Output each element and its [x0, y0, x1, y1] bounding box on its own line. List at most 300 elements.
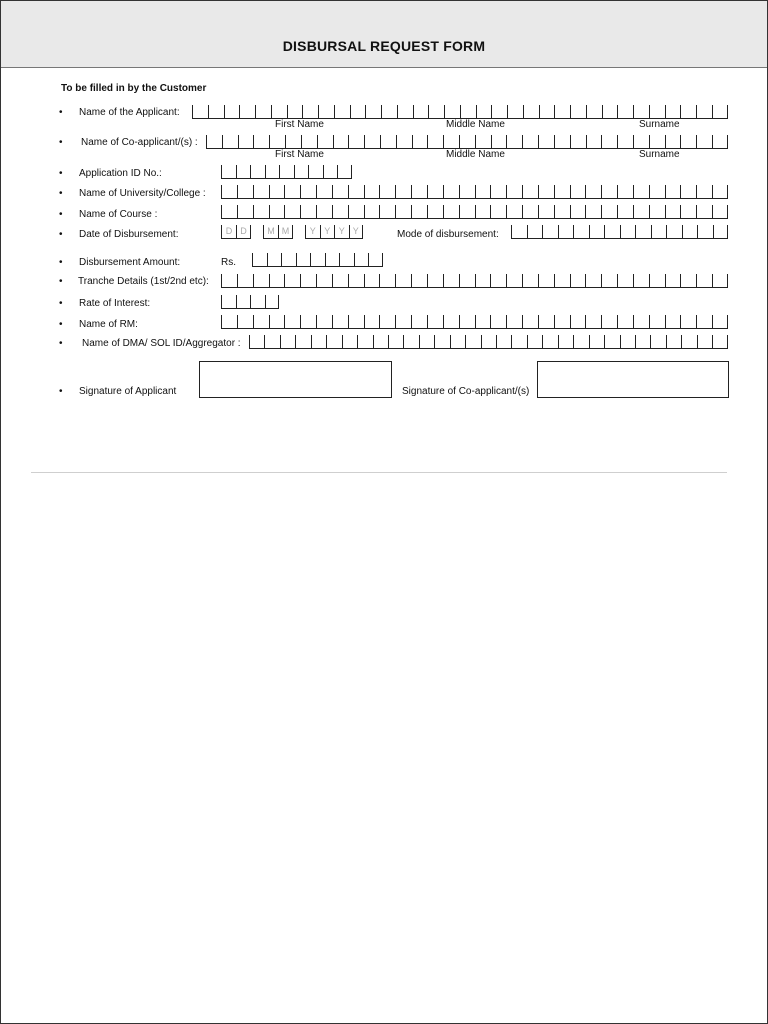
- char-cell[interactable]: [511, 335, 526, 348]
- char-cell[interactable]: [506, 274, 522, 287]
- char-cell[interactable]: [264, 335, 279, 348]
- char-cell[interactable]: [333, 135, 349, 148]
- applicant-name-field[interactable]: [192, 105, 728, 119]
- char-cell[interactable]: [570, 135, 586, 148]
- rm-name-field[interactable]: [221, 315, 728, 329]
- char-cell[interactable]: [255, 105, 271, 118]
- char-cell[interactable]: [443, 135, 459, 148]
- char-cell[interactable]: [558, 335, 573, 348]
- char-cell[interactable]: [680, 185, 696, 198]
- char-cell[interactable]: [316, 205, 332, 218]
- char-cell[interactable]: [269, 205, 285, 218]
- char-cell[interactable]: [650, 335, 665, 348]
- char-cell[interactable]: [465, 335, 480, 348]
- char-cell[interactable]: [221, 165, 236, 178]
- char-cell[interactable]: [665, 135, 681, 148]
- char-cell[interactable]: [221, 274, 237, 287]
- char-cell[interactable]: [348, 205, 364, 218]
- char-cell[interactable]: [604, 335, 619, 348]
- char-cell[interactable]: [491, 135, 507, 148]
- char-cell[interactable]: [236, 165, 251, 178]
- date-month-cell[interactable]: M: [278, 225, 293, 238]
- char-cell[interactable]: [538, 315, 554, 328]
- char-cell[interactable]: [326, 335, 341, 348]
- char-cell[interactable]: [635, 225, 651, 238]
- char-cell[interactable]: [459, 274, 475, 287]
- char-cell[interactable]: [237, 274, 253, 287]
- bullet: •: [59, 276, 63, 287]
- char-cell[interactable]: [570, 315, 586, 328]
- application-id-field[interactable]: [221, 165, 352, 179]
- char-cell[interactable]: [665, 185, 681, 198]
- char-cell[interactable]: [252, 253, 267, 266]
- char-cell[interactable]: [311, 335, 326, 348]
- char-cell[interactable]: [696, 315, 712, 328]
- char-cell[interactable]: [475, 185, 491, 198]
- char-cell[interactable]: [318, 105, 334, 118]
- char-cell[interactable]: [665, 274, 681, 287]
- char-cell[interactable]: [573, 335, 588, 348]
- char-cell[interactable]: [428, 105, 444, 118]
- char-cell[interactable]: [649, 105, 665, 118]
- char-cell[interactable]: [649, 205, 665, 218]
- char-cell[interactable]: [434, 335, 449, 348]
- char-cell[interactable]: [342, 335, 357, 348]
- char-cell[interactable]: [476, 105, 492, 118]
- application-id-label: Application ID No.:: [79, 168, 162, 179]
- char-cell[interactable]: [490, 205, 506, 218]
- char-cell[interactable]: [697, 225, 713, 238]
- bullet: •: [59, 168, 63, 179]
- char-cell[interactable]: [279, 165, 294, 178]
- char-cell[interactable]: [620, 335, 635, 348]
- char-cell[interactable]: [364, 315, 380, 328]
- date-year-cell[interactable]: Y: [334, 225, 349, 238]
- char-cell[interactable]: [411, 274, 427, 287]
- char-cell[interactable]: [506, 135, 522, 148]
- char-cell[interactable]: [443, 185, 459, 198]
- char-cell[interactable]: [250, 165, 265, 178]
- char-cell[interactable]: [585, 205, 601, 218]
- char-cell[interactable]: [368, 253, 383, 266]
- char-cell[interactable]: [601, 185, 617, 198]
- char-cell[interactable]: [511, 225, 527, 238]
- char-cell[interactable]: [475, 315, 491, 328]
- char-cell[interactable]: [237, 315, 253, 328]
- section-divider: [31, 472, 727, 473]
- char-cell[interactable]: [459, 205, 475, 218]
- char-cell[interactable]: [601, 315, 617, 328]
- char-cell[interactable]: [601, 205, 617, 218]
- date-day-cell[interactable]: D: [221, 225, 236, 238]
- char-cell[interactable]: [364, 185, 380, 198]
- char-cell[interactable]: [250, 295, 265, 308]
- char-cell[interactable]: [348, 315, 364, 328]
- char-cell[interactable]: [450, 335, 465, 348]
- tranche-details-label: Tranche Details (1st/2nd etc):: [78, 276, 209, 287]
- char-cell[interactable]: [633, 205, 649, 218]
- char-cell[interactable]: [681, 335, 696, 348]
- char-cell[interactable]: [237, 205, 253, 218]
- char-cell[interactable]: [412, 135, 428, 148]
- char-cell[interactable]: [475, 205, 491, 218]
- char-cell[interactable]: [206, 135, 222, 148]
- char-cell[interactable]: [617, 105, 633, 118]
- char-cell[interactable]: [665, 315, 681, 328]
- char-cell[interactable]: [666, 335, 681, 348]
- char-cell[interactable]: [348, 135, 364, 148]
- char-cell[interactable]: [419, 335, 434, 348]
- char-cell[interactable]: [712, 315, 728, 328]
- char-cell[interactable]: [239, 105, 255, 118]
- coapplicant-signature-box[interactable]: [537, 361, 729, 398]
- char-cell[interactable]: [350, 105, 366, 118]
- char-cell[interactable]: [542, 225, 558, 238]
- char-cell[interactable]: [713, 225, 729, 238]
- char-cell[interactable]: [287, 105, 303, 118]
- char-cell[interactable]: [651, 225, 667, 238]
- char-cell[interactable]: [364, 135, 380, 148]
- char-cell[interactable]: [601, 135, 617, 148]
- char-cell[interactable]: [236, 295, 251, 308]
- char-cell[interactable]: [633, 105, 649, 118]
- char-cell[interactable]: [208, 105, 224, 118]
- char-cell[interactable]: [633, 315, 649, 328]
- char-cell[interactable]: [573, 225, 589, 238]
- bullet: •: [59, 229, 63, 240]
- char-cell[interactable]: [602, 105, 618, 118]
- char-cell[interactable]: [649, 315, 665, 328]
- char-cell[interactable]: [554, 105, 570, 118]
- char-cell[interactable]: [601, 274, 617, 287]
- char-cell[interactable]: [649, 274, 665, 287]
- char-cell[interactable]: [527, 335, 542, 348]
- char-cell[interactable]: [554, 185, 570, 198]
- char-cell[interactable]: [554, 315, 570, 328]
- char-cell[interactable]: [284, 205, 300, 218]
- char-cell[interactable]: [310, 253, 325, 266]
- char-cell[interactable]: [589, 225, 605, 238]
- char-cell[interactable]: [238, 135, 254, 148]
- char-cell[interactable]: [280, 335, 295, 348]
- char-cell[interactable]: [558, 225, 574, 238]
- char-cell[interactable]: [570, 205, 586, 218]
- char-cell[interactable]: [332, 315, 348, 328]
- char-cell[interactable]: [348, 185, 364, 198]
- char-cell[interactable]: [365, 105, 381, 118]
- coapplicant-signature-label: Signature of Co-applicant/(s): [402, 386, 530, 397]
- char-cell[interactable]: [285, 135, 301, 148]
- char-cell[interactable]: [443, 315, 459, 328]
- bullet: •: [59, 188, 63, 199]
- char-cell[interactable]: [649, 185, 665, 198]
- char-cell[interactable]: [427, 274, 443, 287]
- char-cell[interactable]: [302, 105, 318, 118]
- tranche-details-field[interactable]: [221, 274, 728, 288]
- char-cell[interactable]: [427, 315, 443, 328]
- char-cell[interactable]: [570, 274, 586, 287]
- char-cell[interactable]: [253, 185, 269, 198]
- char-cell[interactable]: [542, 335, 557, 348]
- date-month-boxes[interactable]: [263, 225, 293, 239]
- char-cell[interactable]: [294, 165, 309, 178]
- char-cell[interactable]: [696, 205, 712, 218]
- char-cell[interactable]: [633, 274, 649, 287]
- char-cell[interactable]: [459, 185, 475, 198]
- char-cell[interactable]: [490, 185, 506, 198]
- char-cell[interactable]: [269, 315, 285, 328]
- char-cell[interactable]: [666, 225, 682, 238]
- char-cell[interactable]: [649, 135, 665, 148]
- char-cell[interactable]: [411, 315, 427, 328]
- char-cell[interactable]: [522, 274, 538, 287]
- char-cell[interactable]: [295, 335, 310, 348]
- char-cell[interactable]: [538, 274, 554, 287]
- char-cell[interactable]: [506, 185, 522, 198]
- char-cell[interactable]: [696, 185, 712, 198]
- char-cell[interactable]: [522, 205, 538, 218]
- applicant-signature-box[interactable]: [199, 361, 392, 398]
- char-cell[interactable]: [221, 185, 237, 198]
- disbursement-mode-field[interactable]: [511, 225, 728, 239]
- char-cell[interactable]: [554, 274, 570, 287]
- char-cell[interactable]: [325, 253, 340, 266]
- char-cell[interactable]: [522, 135, 538, 148]
- char-cell[interactable]: [308, 165, 323, 178]
- char-cell[interactable]: [496, 335, 511, 348]
- char-cell[interactable]: [459, 135, 475, 148]
- char-cell[interactable]: [538, 205, 554, 218]
- char-cell[interactable]: [253, 135, 269, 148]
- char-cell[interactable]: [237, 185, 253, 198]
- char-cell[interactable]: [284, 274, 300, 287]
- char-cell[interactable]: [317, 135, 333, 148]
- char-cell[interactable]: [413, 105, 429, 118]
- char-cell[interactable]: [364, 205, 380, 218]
- char-cell[interactable]: [570, 105, 586, 118]
- char-cell[interactable]: [680, 135, 696, 148]
- char-cell[interactable]: [538, 135, 554, 148]
- char-cell[interactable]: [585, 274, 601, 287]
- char-cell[interactable]: [357, 335, 372, 348]
- char-cell[interactable]: [506, 315, 522, 328]
- char-cell[interactable]: [490, 274, 506, 287]
- char-cell[interactable]: [712, 135, 728, 148]
- char-cell[interactable]: [379, 274, 395, 287]
- date-year-cell[interactable]: Y: [305, 225, 320, 238]
- char-cell[interactable]: [411, 205, 427, 218]
- char-cell[interactable]: [221, 205, 237, 218]
- char-cell[interactable]: [221, 315, 237, 328]
- char-cell[interactable]: [222, 135, 238, 148]
- char-cell[interactable]: [395, 205, 411, 218]
- coapplicant-name-field[interactable]: [206, 135, 728, 149]
- char-cell[interactable]: [620, 225, 636, 238]
- char-cell[interactable]: [397, 105, 413, 118]
- char-cell[interactable]: [221, 295, 236, 308]
- char-cell[interactable]: [395, 315, 411, 328]
- char-cell[interactable]: [680, 274, 696, 287]
- char-cell[interactable]: [617, 315, 633, 328]
- rm-name-label: Name of RM:: [79, 319, 138, 330]
- char-cell[interactable]: [680, 205, 696, 218]
- char-cell[interactable]: [617, 205, 633, 218]
- char-cell[interactable]: [633, 185, 649, 198]
- char-cell[interactable]: [253, 205, 269, 218]
- char-cell[interactable]: [284, 315, 300, 328]
- form-title: DISBURSAL REQUEST FORM: [282, 38, 486, 54]
- char-cell[interactable]: [475, 274, 491, 287]
- char-cell[interactable]: [379, 315, 395, 328]
- char-cell[interactable]: [332, 205, 348, 218]
- char-cell[interactable]: [633, 135, 649, 148]
- char-cell[interactable]: [481, 335, 496, 348]
- char-cell[interactable]: [443, 274, 459, 287]
- date-month-cell[interactable]: M: [263, 225, 278, 238]
- char-cell[interactable]: [269, 185, 285, 198]
- char-cell[interactable]: [253, 274, 269, 287]
- char-cell[interactable]: [265, 295, 280, 308]
- char-cell[interactable]: [712, 205, 728, 218]
- char-cell[interactable]: [269, 274, 285, 287]
- char-cell[interactable]: [712, 335, 727, 348]
- char-cell[interactable]: [388, 335, 403, 348]
- course-field[interactable]: [221, 205, 728, 219]
- date-year-cell[interactable]: Y: [349, 225, 364, 238]
- char-cell[interactable]: [490, 315, 506, 328]
- char-cell[interactable]: [617, 274, 633, 287]
- disbursement-date-field[interactable]: [221, 225, 363, 239]
- char-cell[interactable]: [586, 105, 602, 118]
- char-cell[interactable]: [395, 274, 411, 287]
- char-cell[interactable]: [332, 274, 348, 287]
- char-cell[interactable]: [538, 185, 554, 198]
- char-cell[interactable]: [192, 105, 208, 118]
- char-cell[interactable]: [395, 185, 411, 198]
- char-cell[interactable]: [316, 185, 332, 198]
- date-day-boxes[interactable]: [221, 225, 251, 239]
- char-cell[interactable]: [300, 274, 316, 287]
- char-cell[interactable]: [316, 315, 332, 328]
- char-cell[interactable]: [300, 315, 316, 328]
- char-cell[interactable]: [364, 274, 380, 287]
- char-cell[interactable]: [224, 105, 240, 118]
- char-cell[interactable]: [249, 335, 264, 348]
- char-cell[interactable]: [323, 165, 338, 178]
- char-cell[interactable]: [427, 185, 443, 198]
- bullet: •: [59, 319, 63, 330]
- char-cell[interactable]: [334, 105, 350, 118]
- char-cell[interactable]: [585, 315, 601, 328]
- char-cell[interactable]: [523, 105, 539, 118]
- char-cell[interactable]: [269, 135, 285, 148]
- date-day-cell[interactable]: D: [236, 225, 251, 238]
- char-cell[interactable]: [381, 105, 397, 118]
- char-cell[interactable]: [712, 105, 728, 118]
- char-cell[interactable]: [300, 205, 316, 218]
- char-cell[interactable]: [604, 225, 620, 238]
- char-cell[interactable]: [491, 105, 507, 118]
- char-cell[interactable]: [617, 185, 633, 198]
- char-cell[interactable]: [443, 205, 459, 218]
- char-cell[interactable]: [427, 135, 443, 148]
- coapplicant-surname-label: Surname: [639, 149, 680, 160]
- char-cell[interactable]: [554, 205, 570, 218]
- char-cell[interactable]: [522, 185, 538, 198]
- char-cell[interactable]: [696, 274, 712, 287]
- char-cell[interactable]: [332, 185, 348, 198]
- interest-rate-field[interactable]: [221, 295, 279, 309]
- char-cell[interactable]: [459, 315, 475, 328]
- char-cell[interactable]: [697, 335, 712, 348]
- char-cell[interactable]: [617, 135, 633, 148]
- char-cell[interactable]: [589, 335, 604, 348]
- char-cell[interactable]: [271, 105, 287, 118]
- char-cell[interactable]: [507, 105, 523, 118]
- char-cell[interactable]: [253, 315, 269, 328]
- char-cell[interactable]: [403, 335, 418, 348]
- char-cell[interactable]: [570, 185, 586, 198]
- coapplicant-first-name-label: First Name: [275, 149, 324, 160]
- char-cell[interactable]: [411, 185, 427, 198]
- char-cell[interactable]: [586, 135, 602, 148]
- char-cell[interactable]: [475, 135, 491, 148]
- char-cell[interactable]: [354, 253, 369, 266]
- char-cell[interactable]: [696, 105, 712, 118]
- char-cell[interactable]: [348, 274, 364, 287]
- char-cell[interactable]: [316, 274, 332, 287]
- char-cell[interactable]: [281, 253, 296, 266]
- char-cell[interactable]: [373, 335, 388, 348]
- char-cell[interactable]: [635, 335, 650, 348]
- char-cell[interactable]: [527, 225, 543, 238]
- char-cell[interactable]: [554, 135, 570, 148]
- char-cell[interactable]: [682, 225, 698, 238]
- char-cell[interactable]: [379, 205, 395, 218]
- char-cell[interactable]: [265, 165, 280, 178]
- char-cell[interactable]: [665, 105, 681, 118]
- char-cell[interactable]: [506, 205, 522, 218]
- char-cell[interactable]: [267, 253, 282, 266]
- char-cell[interactable]: [539, 105, 555, 118]
- char-cell[interactable]: [444, 105, 460, 118]
- char-cell[interactable]: [680, 105, 696, 118]
- date-year-boxes[interactable]: [305, 225, 363, 239]
- disbursement-amount-field[interactable]: [252, 253, 383, 267]
- char-cell[interactable]: [339, 253, 354, 266]
- char-cell[interactable]: [712, 185, 728, 198]
- university-field[interactable]: [221, 185, 728, 199]
- char-cell[interactable]: [296, 253, 311, 266]
- char-cell[interactable]: [460, 105, 476, 118]
- char-cell[interactable]: [665, 205, 681, 218]
- char-cell[interactable]: [585, 185, 601, 198]
- char-cell[interactable]: [380, 135, 396, 148]
- char-cell[interactable]: [712, 274, 728, 287]
- char-cell[interactable]: [284, 185, 300, 198]
- char-cell[interactable]: [696, 135, 712, 148]
- char-cell[interactable]: [379, 185, 395, 198]
- char-cell[interactable]: [301, 135, 317, 148]
- char-cell[interactable]: [522, 315, 538, 328]
- char-cell[interactable]: [337, 165, 352, 178]
- char-cell[interactable]: [427, 205, 443, 218]
- char-cell[interactable]: [680, 315, 696, 328]
- char-cell[interactable]: [300, 185, 316, 198]
- date-year-cell[interactable]: Y: [320, 225, 335, 238]
- char-cell[interactable]: [396, 135, 412, 148]
- dma-field[interactable]: [249, 335, 728, 349]
